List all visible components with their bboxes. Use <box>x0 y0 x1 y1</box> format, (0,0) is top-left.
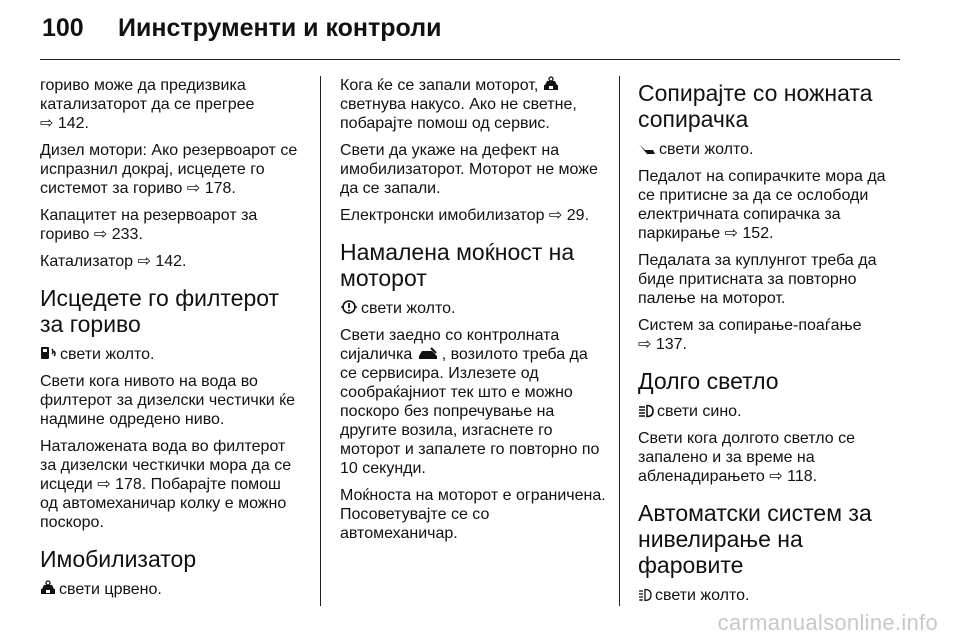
header-rule <box>40 59 900 60</box>
ref-arrow-icon: ⇨ <box>186 180 201 197</box>
paragraph: Педалата за куплунгот треба да биде притисната за повторно палење на моторот. <box>638 252 877 307</box>
immobilizer-icon <box>543 76 559 92</box>
page-ref: 233. <box>111 226 143 243</box>
column-divider-1 <box>320 76 321 606</box>
section-heading-high-beam: Долго светло <box>638 368 779 394</box>
paragraph: Електронски имобилизатор ⇨ 29. <box>340 207 590 224</box>
section-heading-reduced-power: Намалена моќност на моторот <box>340 239 575 291</box>
section-heading-headlight-leveling: Автоматски систем за нивелирање на фаровите <box>638 500 872 578</box>
water-in-fuel-icon <box>40 345 57 361</box>
service-vehicle-icon <box>417 347 439 361</box>
paragraph: Свети заедно со контролната сијаличка , возилото треба да се сервисира. Излезете од сообраќајниот тек што е можно поскоро без попречување на другите возила, изгаснете го моторот и запалете го повторно по 10 секунди. <box>340 327 600 477</box>
reduced-power-icon <box>340 299 358 315</box>
paragraph: Наталожената вода во филтерот за дизелски честкички мора да се исцеди ⇨ 178. Побарајте помош од автомеханичар колку е можно поскоро. <box>40 438 292 531</box>
page-ref: 152. <box>742 225 774 242</box>
indicator-line: свети сино. <box>638 402 900 421</box>
paragraph: Свети да укаже на дефект на имобилизаторот. Моторот не може да се запали. <box>340 142 598 197</box>
paragraph: Катализатор ⇨ 142. <box>40 253 187 270</box>
chapter-title: Иинструменти и контроли <box>118 14 442 42</box>
ref-arrow-icon: ⇨ <box>638 336 652 353</box>
ref-arrow-icon: ⇨ <box>769 468 783 485</box>
paragraph: Капацитет на резервоарот за гориво ⇨ 233. <box>40 207 258 243</box>
section-heading-immobilizer: Имобилизатор <box>40 546 197 572</box>
indicator-line: свети жолто. <box>40 345 302 364</box>
paragraph: Систем за сопирање-поаѓање ⇨ 137. <box>638 317 862 353</box>
ref-arrow-icon: ⇨ <box>97 476 111 493</box>
indicator-line: свети жолто. <box>638 140 900 159</box>
page-ref: 142. <box>57 115 89 132</box>
column-divider-2 <box>619 76 620 606</box>
indicator-line: свети жолто. <box>340 299 608 318</box>
page-ref: 178. <box>115 476 147 493</box>
ref-arrow-icon: ⇨ <box>548 207 563 224</box>
page-ref: 29. <box>566 207 590 224</box>
page-number: 100 <box>42 14 84 42</box>
ref-arrow-icon: ⇨ <box>724 225 738 242</box>
paragraph: Кога ќе се запали моторот, светнува накусо. Ако не светне, побарајте помош од сервис. <box>340 77 577 132</box>
column-3 <box>638 76 900 613</box>
high-beam-icon <box>638 404 654 418</box>
paragraph: Моќноста на моторот е ограничена. Посоветувајте се со автомеханичар. <box>340 487 606 542</box>
section-heading-press-brake: Сопирајте со ножната сопирачка <box>638 80 873 132</box>
headlight-leveling-icon <box>638 588 652 602</box>
immobilizer-icon <box>40 580 56 596</box>
paragraph: Свети кога долгото светло се запалено и за време на абленадирањето ⇨ 118. <box>638 430 856 485</box>
page-ref: 137. <box>655 336 687 353</box>
page-ref: 142. <box>155 253 187 270</box>
paragraph: Свети кога нивото на вода во филтерот за дизелски честички ќе надмине одредено ниво. <box>40 373 296 428</box>
column-2 <box>340 76 608 551</box>
paragraph: гориво може да предизвика катализаторот да се прегрее ⇨ 142. <box>40 77 255 132</box>
watermark: carmanualsonline.info <box>717 610 938 635</box>
page-header <box>0 0 960 60</box>
brake-pedal-icon <box>638 142 656 156</box>
page-ref: 178. <box>204 180 236 197</box>
section-heading-fuel-filter: Исцедете го филтерот за гориво <box>40 285 280 337</box>
indicator-line: свети црвено. <box>40 580 302 599</box>
indicator-line: свети жолто. <box>638 586 900 605</box>
ref-arrow-icon: ⇨ <box>93 226 108 243</box>
column-1 <box>40 76 302 607</box>
ref-arrow-icon: ⇨ <box>40 115 54 132</box>
paragraph: Дизел мотори: Ако резервоарот се испразнил докрај, исцедете го системот за гориво ⇨ 178. <box>40 142 298 197</box>
ref-arrow-icon: ⇨ <box>137 253 151 270</box>
page-ref: 118. <box>787 468 818 485</box>
paragraph: Педалот на сопирачките мора да се притисне за да се ослободи електричната сопирачка за паркирање ⇨ 152. <box>638 168 886 242</box>
